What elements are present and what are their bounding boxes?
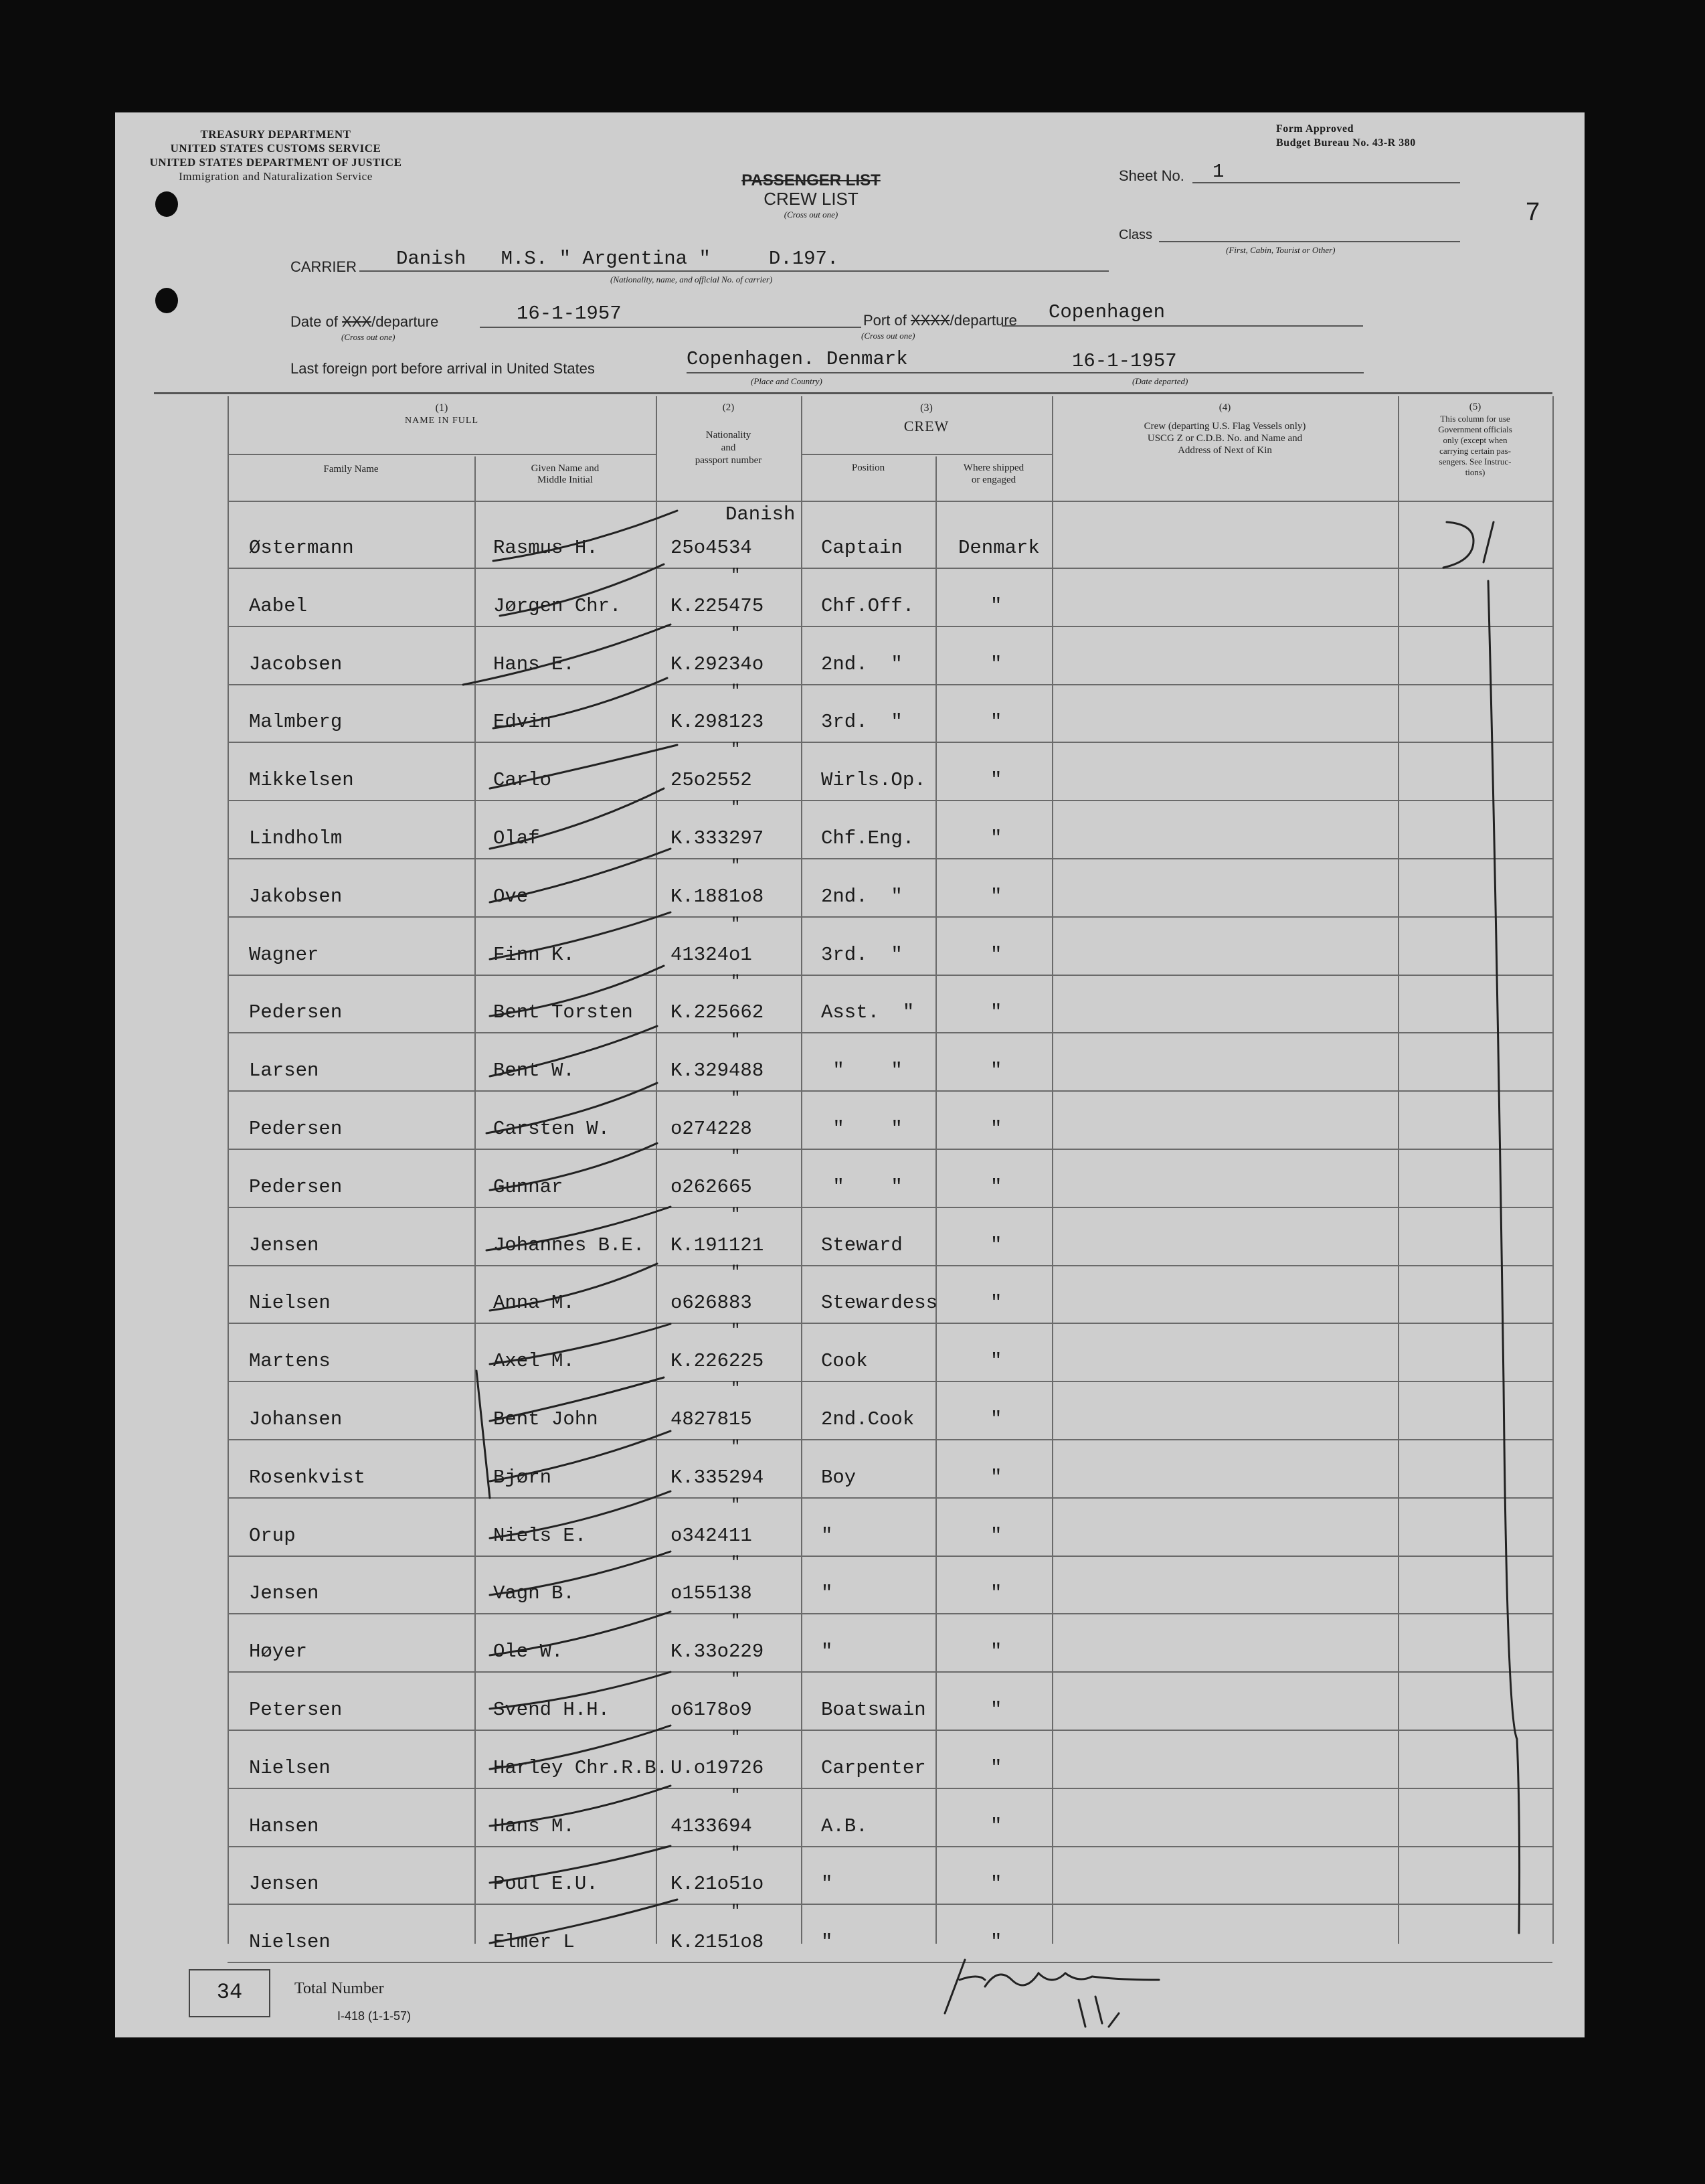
date-departure-value: 16-1-1957 [517,303,622,325]
passport-nationality-ditto: " [731,1786,741,1805]
passport-nationality-ditto: " [731,1438,741,1456]
cell-family: Jensen [249,1873,319,1896]
passport-nationality-ditto: " [731,1903,741,1922]
cell-given: Carlo [493,769,552,792]
form-approved-line-1: Form Approved [1276,123,1354,135]
cell-passport: K.335294 [670,1466,764,1489]
cell-passport: o274228 [670,1118,752,1140]
cell-position: " [821,1873,833,1896]
passport-nationality-ditto: " [731,1031,741,1050]
cell-family: Orup [249,1524,296,1547]
page-number: 7 [1526,198,1540,226]
cell-passport: K.333297 [670,827,764,849]
cell-position: " [821,1641,833,1663]
where-header-line-1: Where shipped [963,463,1024,473]
col3-title: CREW [903,418,950,434]
cell-where: " [990,1060,1002,1082]
list-type-note: (Cross out one) [784,209,838,220]
cell-family: Jakobsen [249,885,343,908]
cell-position: Boatswain [821,1699,926,1721]
col1-title: NAME IN FULL [405,416,478,426]
cell-passport: o342411 [670,1524,752,1547]
class-note: (First, Cabin, Tourist or Other) [1226,245,1336,255]
cell-passport: K.298123 [670,711,764,734]
cell-passport: 4133694 [670,1815,752,1837]
carrier-note: (Nationality, name, and official No. of carrier) [610,274,773,284]
cell-position: " " [821,1118,903,1140]
cell-position: Asst. " [821,1001,915,1024]
cell-position: " [821,1582,833,1605]
cell-position: " " [821,1060,903,1082]
cell-family: Mikkelsen [249,769,354,792]
passport-nationality-ditto: " [731,1205,741,1224]
date-label-prefix: Date of [290,313,343,330]
cell-position: " [821,1931,833,1954]
pen-marks [115,112,1585,2037]
col5-line-5: sengers. See Instruc- [1439,456,1512,467]
signature-mark [945,1960,1159,2027]
passport-nationality-ditto: " [731,1090,741,1108]
cell-where: " [990,1931,1002,1954]
cell-given: Svend H.H. [493,1699,610,1721]
passport-nationality-ditto: " [731,1380,741,1398]
passport-nationality-ditto: " [731,1147,741,1166]
col2-line-1: Nationality [705,430,751,440]
cell-where: " [990,1118,1002,1140]
cell-passport: U.o19726 [670,1756,764,1779]
passport-nationality-ditto: " [731,857,741,875]
col3-number: (3) [920,402,933,414]
cell-where: " [990,1350,1002,1373]
cell-where: " [990,1524,1002,1547]
passport-nationality-ditto: " [731,1845,741,1863]
cell-where: " [990,711,1002,734]
sheet-label: Sheet No. [1119,167,1184,184]
cell-position: Carpenter [821,1756,926,1779]
cell-position: A.B. [821,1815,868,1837]
cell-where: " [990,1641,1002,1663]
cell-given: Bjørn [493,1466,552,1489]
cell-where: " [990,1815,1002,1837]
cell-passport: o6178o9 [670,1699,752,1721]
cell-family: Hansen [249,1815,319,1837]
cell-where: " [990,1582,1002,1605]
form-approved-line-2: Budget Bureau No. 43-R 380 [1276,137,1416,149]
last-port-label: Last foreign port before arrival in United States [290,360,595,377]
carrier-label: CARRIER [290,258,357,275]
given-header-line-1: Given Name and [531,463,600,474]
cell-given: Harley Chr.R.B. [493,1756,668,1779]
position-header: Position [851,463,885,473]
check-marks [463,511,677,1943]
last-port-place: Copenhagen. Denmark [687,348,908,370]
cell-where: " [990,1292,1002,1315]
col1-number: (1) [435,402,448,414]
cell-given: Johannes B.E. [493,1234,645,1256]
col4-line-2: USCG Z or C.D.B. No. and Name and [1147,433,1303,444]
cell-given: Finn K. [493,943,575,966]
cell-given: Anna M. [493,1292,575,1315]
nationality-top: Danish [725,503,796,525]
officials-column-marks [1443,522,1520,1933]
col4-number: (4) [1219,402,1231,413]
col4-line-3: Address of Next of Kin [1178,445,1272,456]
cell-where: " [990,885,1002,908]
where-header-line-2: or engaged [971,475,1016,485]
date-label-suffix: /departure [371,313,439,330]
col2-line-2: and [721,442,736,453]
cell-position: " " [821,1175,903,1198]
cell-passport: K.225475 [670,594,764,617]
carrier-value: Danish M.S. " Argentina " D.197. [396,248,839,270]
port-label-struck: XXXX [910,312,950,329]
cell-passport: K.191121 [670,1234,764,1256]
agency-line-3: UNITED STATES DEPARTMENT OF JUSTICE [149,156,402,169]
class-label: Class [1119,228,1153,242]
cell-family: Høyer [249,1641,308,1663]
passport-nationality-ditto: " [731,799,741,817]
cell-family: Rosenkvist [249,1466,366,1489]
cell-passport: K.225662 [670,1001,764,1024]
form-number: I-418 (1-1-57) [337,2009,412,2023]
sheet-value: 1 [1213,161,1225,183]
cell-given: Gunnar [493,1175,563,1198]
cell-position: Steward [821,1234,903,1256]
port-departure-note: (Cross out one) [861,331,915,341]
col5-line-6: tions) [1465,467,1486,477]
cell-position: " [821,1524,833,1547]
col2-number: (2) [722,402,735,413]
col5-line-2: Government officials [1438,424,1512,434]
passport-nationality-ditto: " [731,624,741,643]
passport-nationality-ditto: " [731,1728,741,1747]
cell-where: " [990,1175,1002,1198]
total-value: 34 [216,1980,243,2005]
col4-line-1: Crew (departing U.S. Flag Vessels only) [1144,421,1306,432]
cell-position: 2nd. " [821,885,903,908]
cell-family: Johansen [249,1408,343,1430]
cell-where: Denmark [958,537,1040,559]
cell-given: Rasmus H. [493,537,598,559]
cell-given: Hans M. [493,1815,575,1837]
cell-given: Carsten W. [493,1118,610,1140]
cell-family: Nielsen [249,1292,331,1315]
total-label: Total Number [294,1980,384,1997]
cell-position: Cook [821,1350,868,1373]
col2-line-3: passport number [695,455,762,466]
cell-where: " [990,827,1002,849]
cell-position: Wirls.Op. [821,769,926,792]
cell-family: Aabel [249,594,308,617]
cell-position: Boy [821,1466,857,1489]
given-header-line-2: Middle Initial [537,475,593,485]
cell-passport: K.1881o8 [670,885,764,908]
cell-where: " [990,943,1002,966]
cell-given: Niels E. [493,1524,587,1547]
col5-line-1: This column for use [1440,414,1510,424]
last-port-date: 16-1-1957 [1072,350,1177,372]
col5-line-4: carrying certain pas- [1439,446,1511,456]
cell-where: " [990,1756,1002,1779]
passport-nationality-ditto: " [731,1496,741,1515]
passport-nationality-ditto: " [731,1322,741,1341]
cell-position: Stewardess [821,1292,938,1315]
form-sheet [115,112,1585,2037]
port-label-prefix: Port of [863,312,911,329]
cell-where: " [990,653,1002,675]
cell-passport: 41324o1 [670,943,752,966]
cell-passport: 4827815 [670,1408,752,1430]
cell-position: 2nd. " [821,653,903,675]
agency-line-4: Immigration and Naturalization Service [179,170,373,183]
cell-given: Axel M. [493,1350,575,1373]
passport-nationality-ditto: " [731,566,741,585]
cell-where: " [990,769,1002,792]
cell-where: " [990,1001,1002,1024]
date-label-struck: XXX [342,313,372,330]
cell-given: Olaf [493,827,540,849]
cell-given: Hans E. [493,653,575,675]
cell-where: " [990,594,1002,617]
cell-family: Jensen [249,1234,319,1256]
cell-passport: K.329488 [670,1060,764,1082]
cell-passport: o262665 [670,1175,752,1198]
passport-nationality-ditto: " [731,973,741,992]
total-box [189,1969,270,2017]
cell-passport: K.33o229 [670,1641,764,1663]
family-header: Family Name [323,464,379,475]
cell-family: Martens [249,1350,331,1373]
cell-family: Østermann [249,537,354,559]
cell-position: Captain [821,537,903,559]
cell-given: Vagn B. [493,1582,575,1605]
cell-family: Nielsen [249,1931,331,1954]
cell-family: Pedersen [249,1001,343,1024]
cell-family: Lindholm [249,827,343,849]
cell-passport: o155138 [670,1582,752,1605]
passport-nationality-ditto: " [731,683,741,701]
col5-line-3: only (except when [1443,435,1508,445]
passport-nationality-ditto: " [731,1612,741,1631]
cell-given: Edvin [493,711,552,734]
cell-given: Bent Torsten [493,1001,633,1024]
last-port-place-note: (Place and Country) [751,376,822,386]
cell-family: Malmberg [249,711,343,734]
cell-passport: K.2151o8 [670,1931,764,1954]
cell-position: Chf.Off. [821,594,915,617]
cell-given: Poul E.U. [493,1873,598,1896]
cell-given: Elmer L [493,1931,575,1954]
cell-position: 3rd. " [821,943,903,966]
col5-number: (5) [1469,402,1482,412]
agency-line-2: UNITED STATES CUSTOMS SERVICE [170,142,381,155]
cell-passport: K.226225 [670,1350,764,1373]
cell-family: Jacobsen [249,653,343,675]
cell-where: " [990,1234,1002,1256]
list-type-kept: CREW LIST [764,189,859,209]
last-port-date-note: (Date departed) [1132,376,1188,386]
passport-nationality-ditto: " [731,1554,741,1573]
cell-passport: K.29234o [670,653,764,675]
cell-family: Nielsen [249,1756,331,1779]
cell-family: Larsen [249,1060,319,1082]
cell-where: " [990,1466,1002,1489]
cell-passport: 25o2552 [670,769,752,792]
cell-position: 3rd. " [821,711,903,734]
agency-line-1: TREASURY DEPARTMENT [200,128,351,141]
list-type-struck: PASSENGER LIST [741,171,881,189]
cell-where: " [990,1408,1002,1430]
cell-where: " [990,1699,1002,1721]
date-departure-note: (Cross out one) [341,332,395,342]
cell-given: Ove [493,885,529,908]
port-label-suffix: /departure [950,312,1017,329]
cell-given: Bent W. [493,1060,575,1082]
cell-passport: 25o4534 [670,537,752,559]
cell-given: Bent John [493,1408,598,1430]
passport-nationality-ditto: " [731,1264,741,1282]
passport-nationality-ditto: " [731,741,741,760]
passport-nationality-ditto: " [731,1671,741,1689]
cell-given: Ole W. [493,1641,563,1663]
cell-passport: K.21o51o [670,1873,764,1896]
cell-position: 2nd.Cook [821,1408,915,1430]
cell-passport: o626883 [670,1292,752,1315]
cell-position: Chf.Eng. [821,827,915,849]
cell-where: " [990,1873,1002,1896]
cell-family: Jensen [249,1582,319,1605]
cell-family: Petersen [249,1699,343,1721]
port-departure-value: Copenhagen [1049,301,1166,323]
passport-nationality-ditto: " [731,915,741,934]
cell-family: Wagner [249,943,319,966]
cell-given: Jørgen Chr. [493,594,622,617]
cell-family: Pedersen [249,1175,343,1198]
cell-family: Pedersen [249,1118,343,1140]
